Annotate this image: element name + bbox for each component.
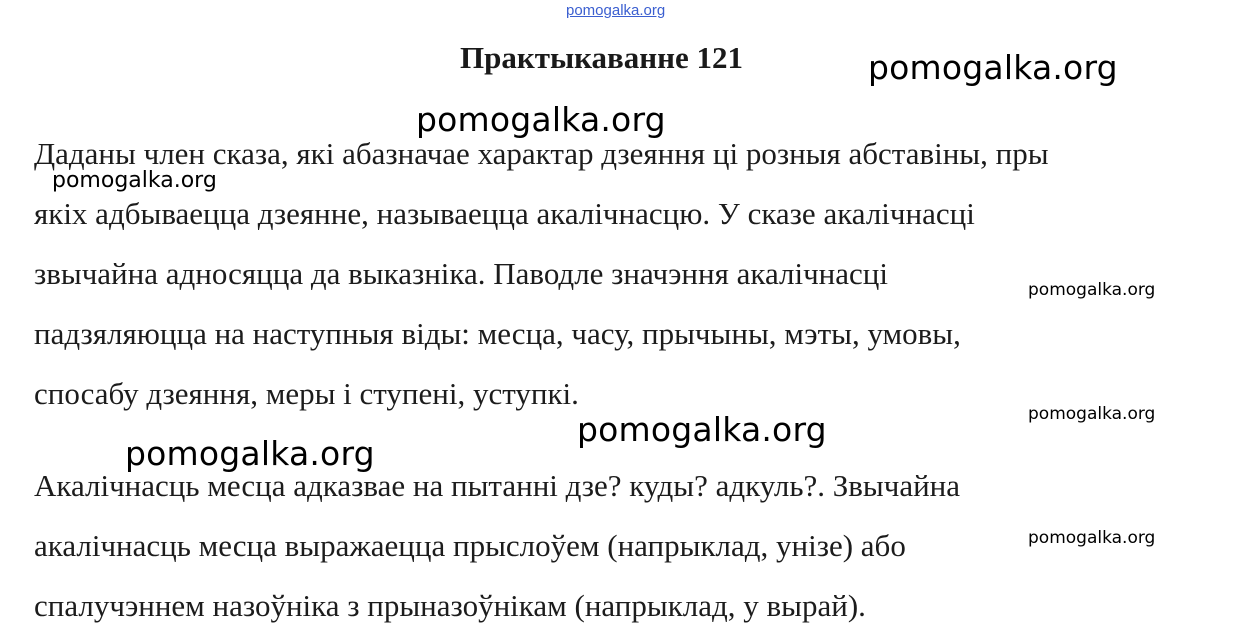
watermark: pomogalka.org <box>1028 280 1156 300</box>
text-line: звычайна адносяцца да выказніка. Паводле значэння акалічнасці <box>34 256 888 291</box>
watermark: pomogalka.org <box>868 48 1118 87</box>
text-line: акалічнасць месца выражаецца прыслоўем (напрыклад, унізе) або <box>34 528 906 563</box>
watermark: pomogalka.org <box>125 434 375 473</box>
text-line: спосабу дзеяння, меры і ступені, уступкі. <box>34 376 579 411</box>
site-link[interactable]: pomogalka.org <box>566 2 666 19</box>
watermark: pomogalka.org <box>1028 528 1156 548</box>
watermark: pomogalka.org <box>577 410 827 449</box>
watermark: pomogalka.org <box>1028 404 1156 424</box>
text-line: якіх адбываецца дзеянне, называецца акалічнасцю. У сказе акалічнасці <box>34 196 975 231</box>
text-line: падзяляюцца на наступныя віды: месца, часу, прычыны, мэты, умовы, <box>34 316 961 351</box>
page-title: Практыкаванне 121 <box>460 40 744 75</box>
text-line: спалучэннем назоўніка з прыназоўнікам (напрыклад, у вырай). <box>34 588 866 623</box>
text-line: Акалічнасць месца адказвае на пытанні дзе? куды? адкуль?. Звычайна <box>34 468 961 503</box>
watermark: pomogalka.org <box>52 168 217 193</box>
text-line: Даданы член сказа, які абазначае характар дзеяння ці розныя абставіны, пры <box>34 136 1049 171</box>
watermark: pomogalka.org <box>416 100 666 139</box>
